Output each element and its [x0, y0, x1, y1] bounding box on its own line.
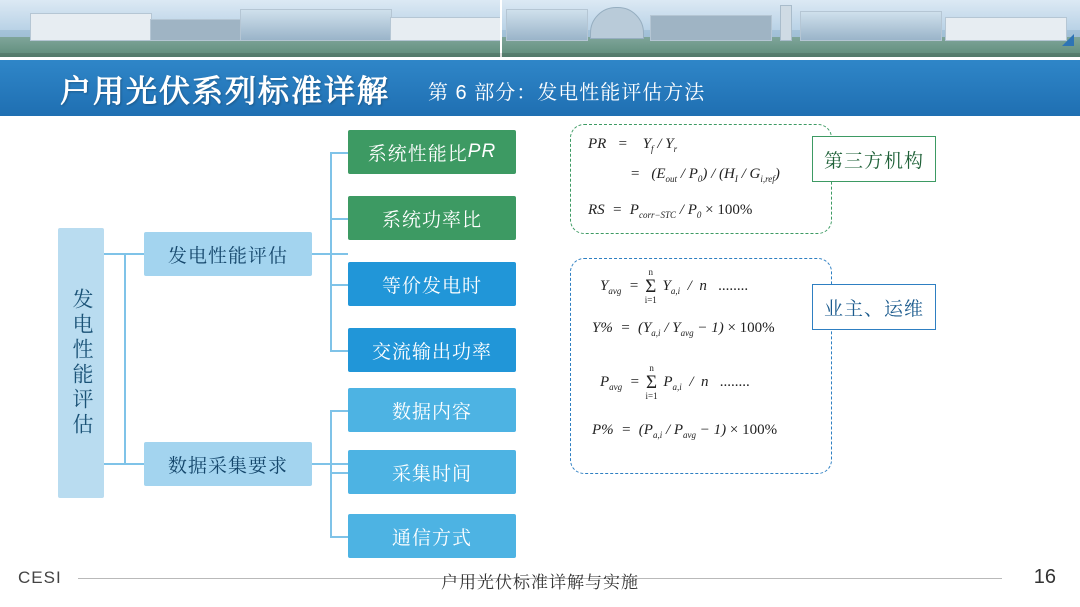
corner-marker-icon [1062, 34, 1074, 46]
banner-building [390, 17, 502, 41]
banner-building [30, 13, 152, 41]
title-bar [0, 60, 1080, 116]
banner-divider [500, 0, 502, 57]
leaf-label-italic: PR [467, 141, 497, 162]
banner-bottom-shadow [0, 53, 1080, 57]
header-banner-image [0, 0, 1080, 57]
footer-title: 户用光伏标准详解与实施 [441, 573, 639, 592]
connector-leaf-7 [330, 536, 348, 538]
page-title: 户用光伏系列标准详解 [60, 73, 390, 109]
connector-leaf-3 [330, 284, 348, 286]
formula-yavg: $Y_{avg}$ = n Σ i=1 $Y_{a,i}$ / n ........ [600, 267, 749, 305]
banner-building [150, 19, 242, 41]
connector-root-vertical [124, 253, 126, 465]
connector-leaf-6 [330, 472, 348, 474]
branch-node-data-collection: 数据采集要求 [144, 442, 312, 486]
formula-p-percent: $P\% = (P_{a,i} / P_{avg} - 1) \times 100\%$ [592, 422, 778, 440]
banner-building [506, 9, 588, 41]
connector-leaf-2 [330, 218, 348, 220]
banner-building [240, 9, 392, 41]
leaf-node-communication-method: 通信方式 [348, 514, 516, 558]
leaf-node-data-content: 数据内容 [348, 388, 516, 432]
leaf-node-equivalent-hours: 等价发电时 [348, 262, 516, 306]
diagram-root-node: 发电性能评估 [58, 228, 104, 498]
leaf-label: 系统性能比 [367, 143, 468, 165]
formula-pr-expanded: = $(E_{out} / P_0) / (H_I / G_{i,ref})$ [630, 166, 780, 184]
formula-y-percent: $Y\% = (Y_{a,i} / Y_{avg} - 1) \times 100\%$ [592, 320, 775, 338]
banner-building [945, 17, 1067, 41]
banner-building [800, 11, 942, 41]
branch-node-performance-evaluation: 发电性能评估 [144, 232, 312, 276]
page-subtitle: 第 6 部分：发电性能评估方法 [428, 82, 706, 104]
connector-leaf-1 [330, 152, 348, 154]
connector-leaf-4 [330, 350, 348, 352]
tag-third-party-organization: 第三方机构 [812, 136, 936, 182]
formula-rs: RS = $P_{corr-STC} / P_0 \times 100\%$ [588, 202, 753, 220]
connector-leaf-5 [330, 410, 348, 412]
leaf-node-ac-output-power: 交流输出功率 [348, 328, 516, 372]
formula-pr-definition: PR = $Y_f / Y_r$ [588, 136, 678, 154]
tag-owner-and-om: 业主、运维 [812, 284, 936, 330]
banner-tower [780, 5, 792, 41]
leaf-node-collection-time: 采集时间 [348, 450, 516, 494]
page-number: 16 [1033, 566, 1056, 588]
footer-organization: CESI [18, 568, 62, 587]
formula-pavg: $P_{avg}$ = n Σ i=1 $P_{a,i}$ / n ........ [600, 363, 750, 401]
banner-building [650, 15, 772, 41]
leaf-node-system-performance-ratio [348, 130, 516, 174]
connector-branch-a-spine [330, 152, 332, 352]
diagram-area [0, 116, 1080, 563]
leaf-node-system-power-ratio: 系统功率比 [348, 196, 516, 240]
